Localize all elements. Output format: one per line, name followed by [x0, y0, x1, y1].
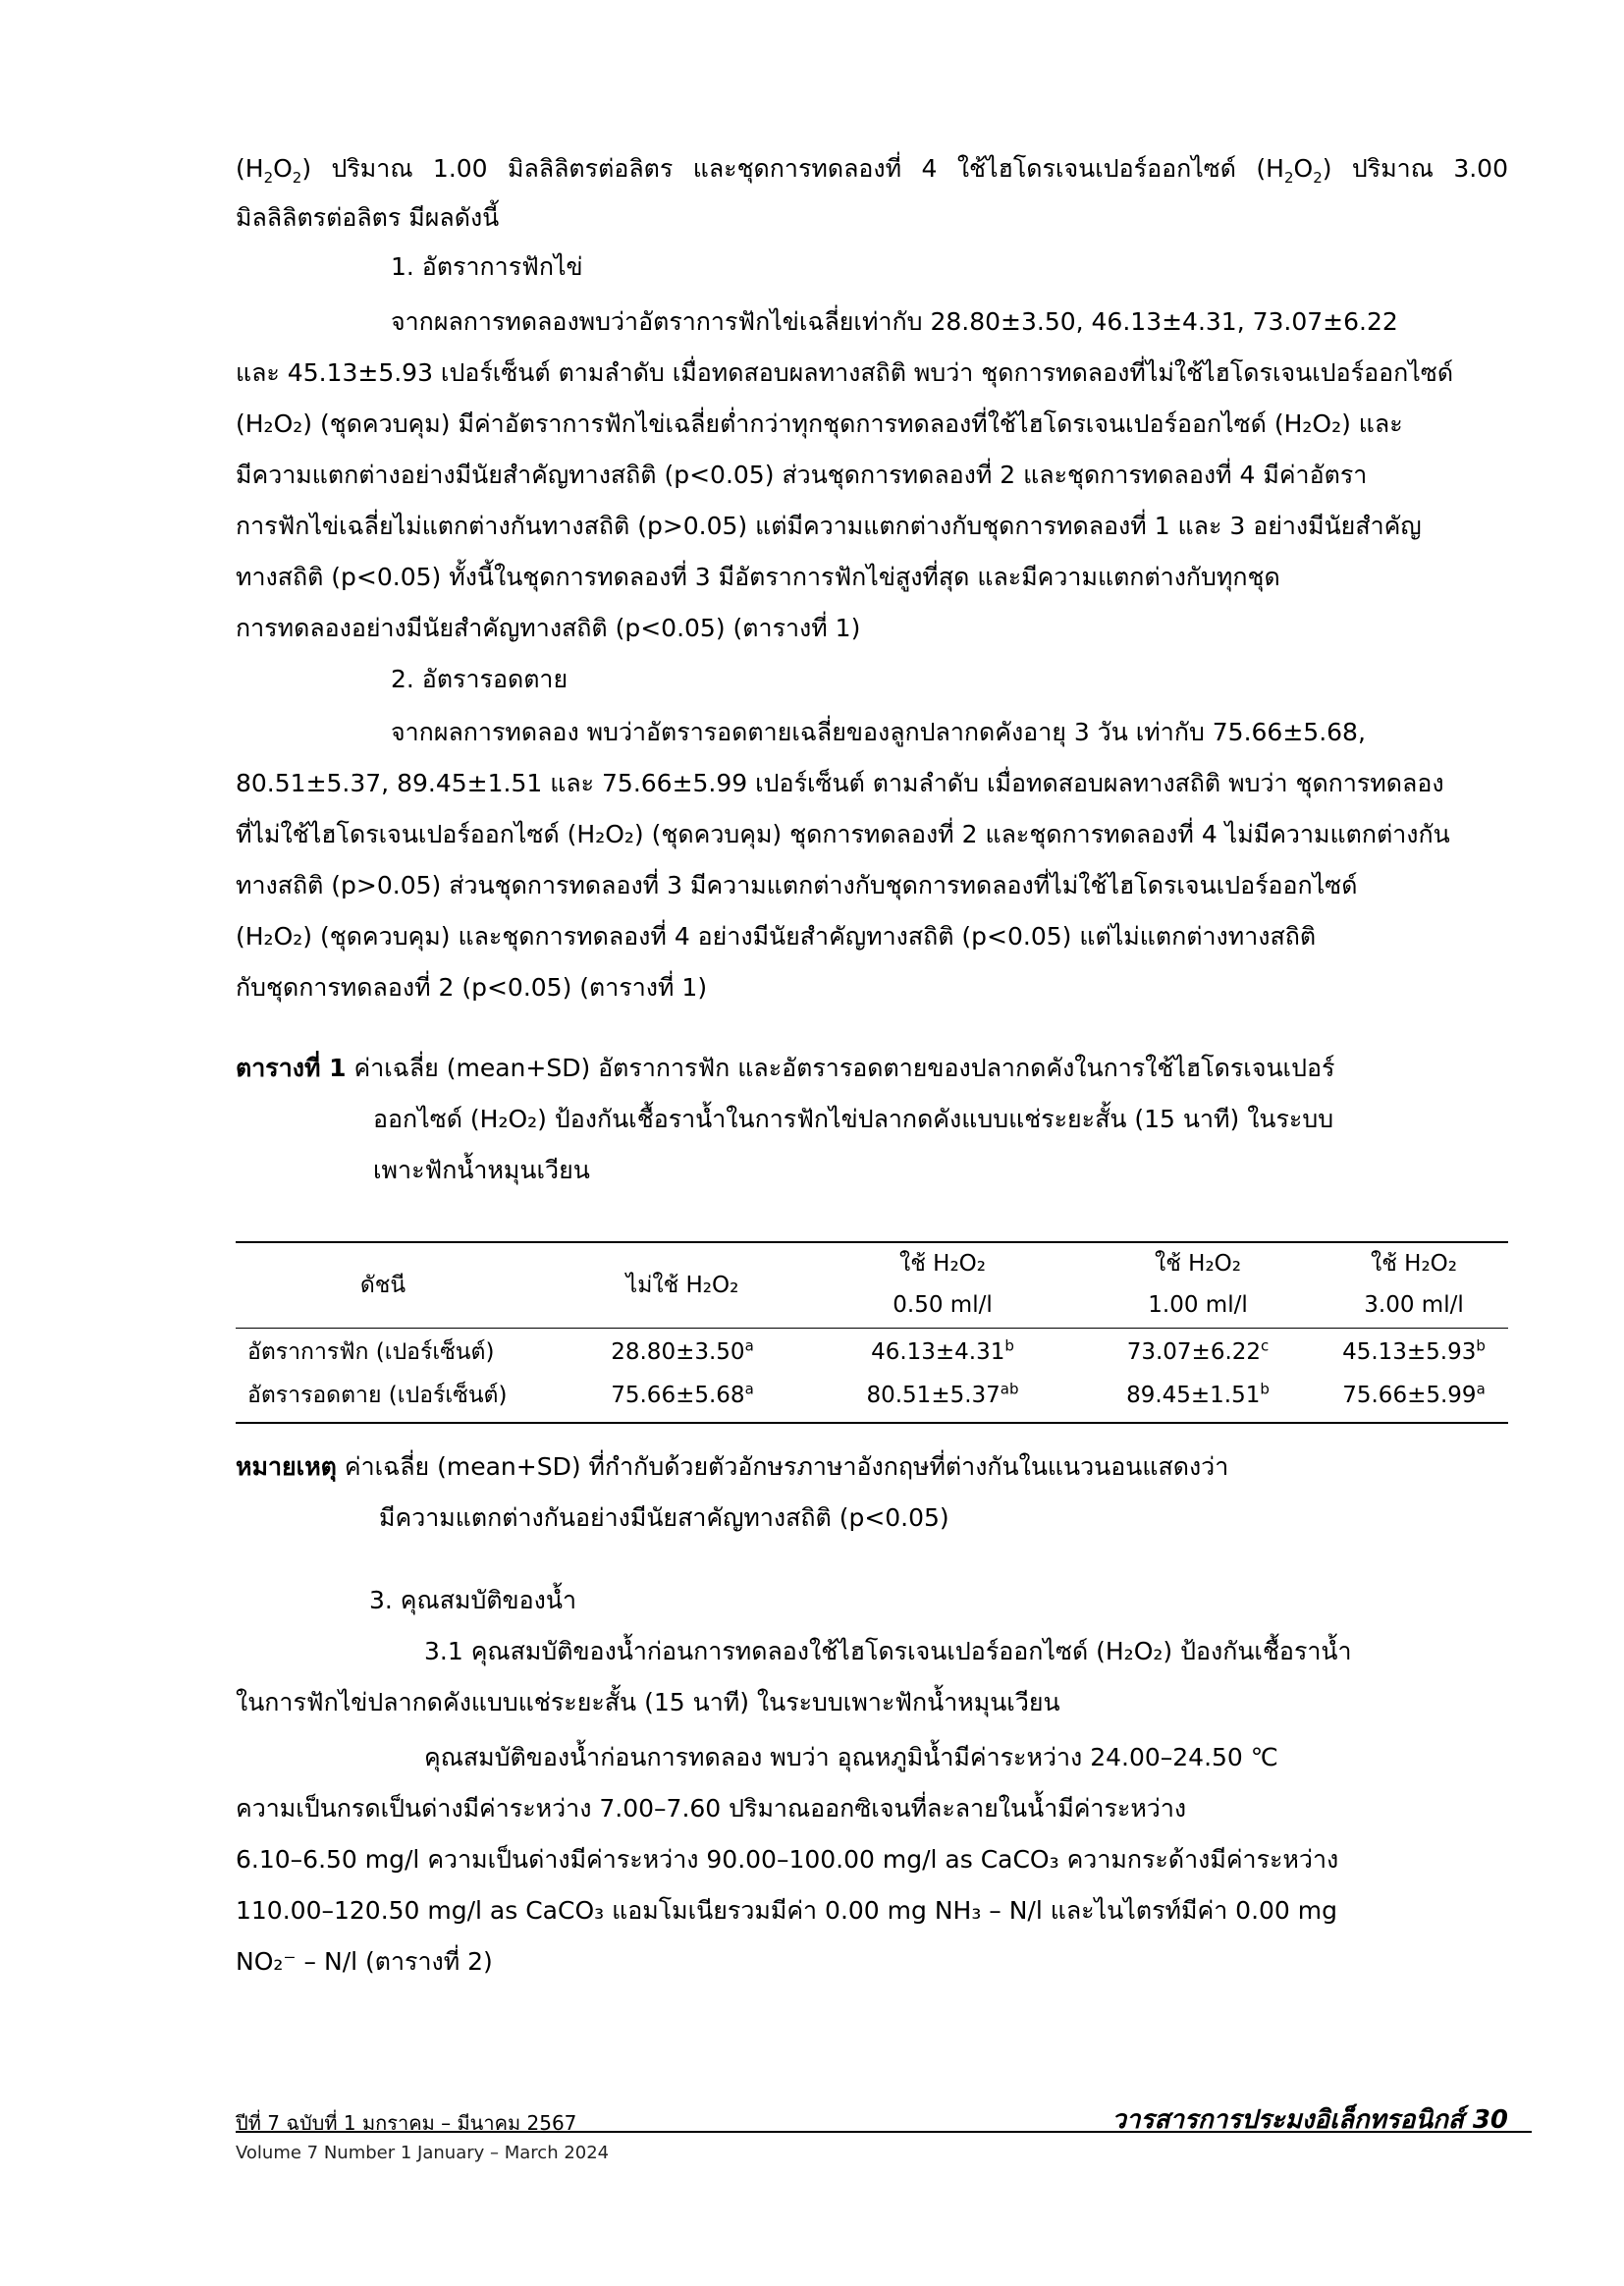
cell-value: 75.66±5.99	[1342, 1383, 1477, 1408]
subsection-heading: 3.1 คุณสมบัติของน้ำก่อนการทดลองใช้ไฮโดรเจนเปอร์ออกไซด์ (H₂O₂) ป้องกันเชื้อราน้ำ	[424, 1637, 1352, 1665]
table-row-label: อัตราการฟัก (เปอร์เซ็นต์)	[247, 1339, 495, 1365]
cell-superscript: a	[744, 1336, 754, 1355]
subsection-heading-line: ในการฟักไข่ปลากดคังแบบแช่ระยะสั้น (15 นาที) ในระบบเพาะฟักน้ำหมุนเวียน	[236, 1688, 1060, 1716]
footer-journal-title: วารสารการประมงอิเล็กทรอนิกส์ 30	[1111, 2105, 1508, 2135]
table-caption	[236, 1051, 1334, 1086]
text-run: ) ปริมาณ 3.00	[1322, 154, 1508, 183]
cell-superscript: b	[1260, 1380, 1270, 1398]
table-cell	[550, 1335, 815, 1369]
paragraph-line: มิลลิลิตรต่อลิตร มีผลดังนี้	[236, 203, 500, 232]
paragraph-line: ทางสถิติ (p<0.05) ทั้งนี้ในชุดการทดลองที่ 3 มีอัตราการฟักไข่สูงที่สุด และมีความแตกต่างกับทุกชุด	[236, 563, 1280, 591]
table-caption-line: ออกไซด์ (H₂O₂) ป้องกันเชื้อราน้ำในการฟักไข่ปลากดคังแบบแช่ระยะสั้น (15 นาที) ในระบบ	[373, 1105, 1334, 1133]
subscript: 2	[292, 169, 302, 187]
paragraph-line: จากผลการทดลอง พบว่าอัตรารอดตายเฉลี่ยของลูกปลากดคังอายุ 3 วัน เท่ากับ 75.66±5.68,	[391, 718, 1366, 746]
paragraph-line: (H₂O₂) (ชุดควบคุม) มีค่าอัตราการฟักไข่เฉลี่ยต่ำกว่าทุกชุดการทดลองที่ใช้ไฮโดรเจนเปอร์ออกไซด์ (H₂O₂) และ	[236, 409, 1403, 438]
cell-superscript: c	[1261, 1336, 1270, 1355]
paragraph-line: 80.51±5.37, 89.45±1.51 และ 75.66±5.99 เปอร์เซ็นต์ ตามลำดับ เมื่อทดสอบผลทางสถิติ พบว่า ชุดการทดลอง	[236, 769, 1444, 797]
table-cell	[1080, 1335, 1316, 1369]
text-run: O	[273, 154, 293, 183]
cell-value: 89.45±1.51	[1126, 1383, 1261, 1408]
table-row-label: อัตรารอดตาย (เปอร์เซ็นต์)	[247, 1383, 508, 1408]
paragraph-line: ความเป็นกรดเป็นด่างมีค่าระหว่าง 7.00–7.60 ปริมาณออกซิเจนที่ละลายในน้ำมีค่าระหว่าง	[236, 1794, 1187, 1823]
table-note-text: ค่าเฉลี่ย (mean+SD) ที่กำกับด้วยตัวอักษรภาษาอังกฤษที่ต่างกันในแนวนอนแสดงว่า	[344, 1452, 1229, 1481]
table-top-rule	[236, 1241, 1508, 1243]
section-heading: 2. อัตรารอดตาย	[391, 665, 568, 693]
table-caption-label: ตารางที่ 1	[236, 1054, 347, 1082]
text-run: (H	[236, 154, 264, 183]
paragraph-line: ทางสถิติ (p>0.05) ส่วนชุดการทดลองที่ 3 มีความแตกต่างกับชุดการทดลองที่ไม่ใช้ไฮโดรเจนเปอร์ออกไซด์	[236, 871, 1358, 899]
cell-value: 80.51±5.37	[866, 1383, 1001, 1408]
cell-superscript: a	[744, 1380, 754, 1398]
section-heading: 3. คุณสมบัติของน้ำ	[369, 1586, 576, 1614]
table-cell	[1316, 1335, 1512, 1369]
subscript: 2	[263, 169, 274, 187]
cell-value: 73.07±6.22	[1126, 1339, 1262, 1365]
table-note-line: มีความแตกต่างกันอย่างมีนัยสาคัญทางสถิติ (p<0.05)	[379, 1503, 949, 1532]
subscript: 2	[1313, 169, 1323, 187]
cell-superscript: b	[1476, 1336, 1486, 1355]
table-header-col: ใช้ H₂O₂	[1371, 1251, 1457, 1277]
paragraph-line: ที่ไม่ใช้ไฮโดรเจนเปอร์ออกไซด์ (H₂O₂) (ชุดควบคุม) ชุดการทดลองที่ 2 และชุดการทดลองที่ 4 ไม่มีความแตกต่างกัน	[236, 820, 1450, 848]
section-heading: 1. อัตราการฟักไข่	[391, 252, 583, 281]
paragraph-line: คุณสมบัติของน้ำก่อนการทดลอง พบว่า อุณหภูมิน้ำมีค่าระหว่าง 24.00–24.50 ℃	[424, 1743, 1278, 1771]
table-subheader-col: 1.00 ml/l	[1148, 1292, 1248, 1318]
table-header-col: ใช้ H₂O₂	[899, 1251, 986, 1277]
paragraph-line: (H₂O₂) (ชุดควบคุม) และชุดการทดลองที่ 4 อย่างมีนัยสำคัญทางสถิติ (p<0.05) แต่ไม่แตกต่างทางสถิติ	[236, 922, 1317, 951]
table-cell	[550, 1379, 815, 1412]
table-header-rule	[236, 1328, 1508, 1329]
cell-value: 28.80±3.50	[611, 1339, 745, 1365]
table-subheader-col: 0.50 ml/l	[893, 1292, 993, 1318]
cell-superscript: b	[1004, 1336, 1014, 1355]
table-subheader-col: 3.00 ml/l	[1364, 1292, 1464, 1318]
paragraph-line: การทดลองอย่างมีนัยสำคัญทางสถิติ (p<0.05) (ตารางที่ 1)	[236, 614, 861, 642]
text-run: ) ปริมาณ 1.00 มิลลิลิตรต่อลิตร และชุดการทดลองที่ 4 ใช้ไฮโดรเจนเปอร์ออกไซด์ (H	[301, 154, 1284, 183]
table-note	[236, 1449, 1228, 1485]
paragraph-line: และ 45.13±5.93 เปอร์เซ็นต์ ตามลำดับ เมื่อทดสอบผลทางสถิติ พบว่า ชุดการทดลองที่ไม่ใช้ไฮโดรเจนเปอร์ออกไซด์	[236, 358, 1454, 387]
paragraph-line: NO₂⁻ – N/l (ตารางที่ 2)	[236, 1947, 493, 1976]
table-header-col: ใช้ H₂O₂	[1155, 1251, 1241, 1277]
table-cell	[825, 1379, 1060, 1412]
cell-superscript: ab	[1000, 1380, 1019, 1398]
paragraph-line: กับชุดการทดลองที่ 2 (p<0.05) (ตารางที่ 1)	[236, 973, 708, 1002]
paragraph-line: 110.00–120.50 mg/l as CaCO₃ แอมโมเนียรวมมีค่า 0.00 mg NH₃ – N/l และไนไตรท์มีค่า 0.00 mg	[236, 1896, 1338, 1925]
paragraph-line: จากผลการทดลองพบว่าอัตราการฟักไข่เฉลี่ยเท่ากับ 28.80±3.50, 46.13±4.31, 73.07±6.22	[391, 307, 1398, 336]
paragraph-line: การฟักไข่เฉลี่ยไม่แตกต่างกันทางสถิติ (p>0.05) แต่มีความแตกต่างกับชุดการทดลองที่ 1 และ 3 อย่างมีนัยสำคัญ	[236, 512, 1422, 540]
table-cell	[1080, 1379, 1316, 1412]
cell-value: 45.13±5.93	[1342, 1339, 1477, 1365]
cell-value: 75.66±5.68	[611, 1383, 745, 1408]
table-caption-line: เพาะฟักน้ำหมุนเวียน	[373, 1156, 590, 1184]
table-cell	[825, 1335, 1060, 1369]
table-header-index: ดัชนี	[359, 1273, 406, 1298]
table-bottom-rule	[236, 1422, 1508, 1424]
paragraph-line	[236, 151, 1508, 187]
table-header-control: ไม่ใช้ H₂O₂	[625, 1273, 739, 1298]
table-note-label: หมายเหตุ	[236, 1452, 337, 1481]
table-caption-text: ค่าเฉลี่ย (mean+SD) อัตราการฟัก และอัตรารอดตายของปลากดคังในการใช้ไฮโดรเจนเปอร์	[353, 1054, 1335, 1082]
cell-value: 46.13±4.31	[871, 1339, 1005, 1365]
subscript: 2	[1283, 169, 1294, 187]
paragraph-line: 6.10–6.50 mg/l ความเป็นด่างมีค่าระหว่าง 90.00–100.00 mg/l as CaCO₃ ความกระด้างมีค่าระหว่าง	[236, 1845, 1339, 1874]
footer-issue-en: Volume 7 Number 1 January – March 2024	[236, 2143, 610, 2163]
cell-superscript: a	[1476, 1380, 1486, 1398]
table-cell	[1316, 1379, 1512, 1412]
text-run: O	[1293, 154, 1314, 183]
paragraph-line: มีความแตกต่างอย่างมีนัยสำคัญทางสถิติ (p<0.05) ส่วนชุดการทดลองที่ 2 และชุดการทดลองที่ 4 มีค่าอัตรา	[236, 461, 1368, 489]
footer-issue-th: ปีที่ 7 ฉบับที่ 1 มกราคม – มีนาคม 2567	[236, 2111, 577, 2135]
